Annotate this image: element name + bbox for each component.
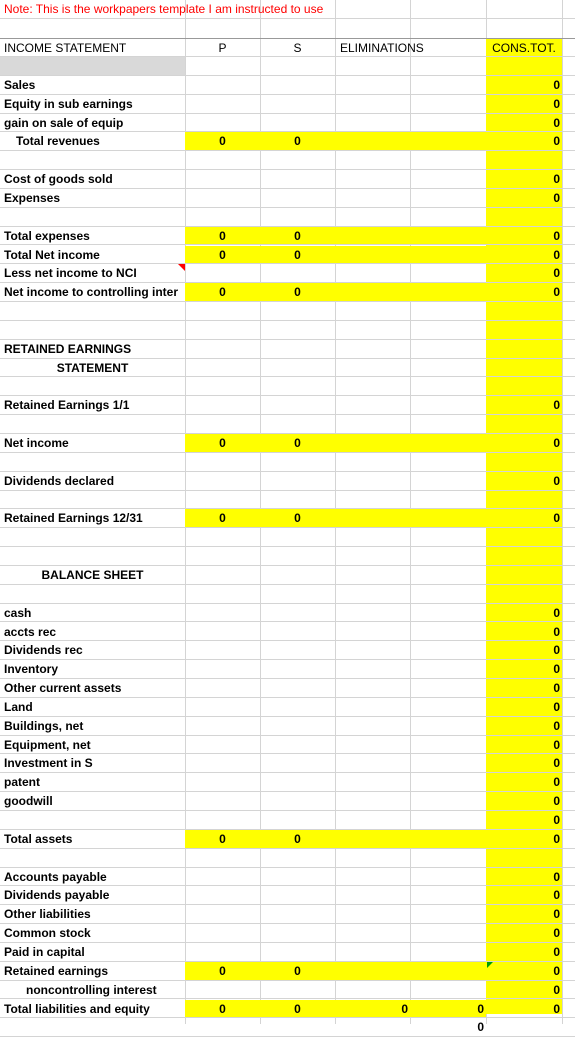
cell-p[interactable]: 0 [219, 436, 226, 450]
cell-s[interactable]: 0 [294, 247, 301, 262]
cell-cons-tot[interactable]: 0 [553, 982, 560, 997]
cell-s[interactable]: 0 [294, 134, 301, 149]
cell-cons-tot[interactable]: 0 [553, 907, 560, 922]
note-text: Note: This is the workpapers template I am instructed to use [4, 2, 324, 16]
row-label[interactable] [0, 528, 185, 546]
cell-cons-tot[interactable]: 0 [553, 436, 560, 450]
table-row [0, 981, 575, 1000]
cell-cons-tot[interactable]: 0 [553, 266, 560, 281]
cell-cons-tot[interactable]: 0 [553, 228, 560, 243]
cell-cons-tot[interactable]: 0 [553, 398, 560, 413]
row-label[interactable] [0, 415, 185, 433]
table-row [0, 830, 575, 849]
table-row [0, 434, 575, 453]
cell-cons-tot[interactable]: 0 [553, 473, 560, 488]
cell-s[interactable]: 0 [294, 831, 301, 846]
table-row [0, 1000, 575, 1019]
cell-cons-tot[interactable]: 0 [553, 944, 560, 959]
cell-p[interactable]: 0 [219, 285, 226, 300]
comment-indicator-icon[interactable] [178, 264, 185, 271]
row-label[interactable]: Common stock [4, 926, 91, 941]
cell-cons-tot[interactable]: 0 [553, 190, 560, 205]
cell-cons-tot[interactable]: 0 [553, 756, 560, 771]
cell-s[interactable]: 0 [294, 511, 301, 526]
row-label[interactable]: RETAINED EARNINGS [4, 341, 132, 356]
cell-cons-tot[interactable]: 0 [553, 869, 560, 884]
table-row [0, 208, 575, 227]
cell-cons-tot[interactable]: 0 [553, 605, 560, 620]
row-label[interactable]: Total revenues [16, 134, 100, 149]
row-label[interactable]: Other liabilities [4, 907, 91, 922]
table-row [0, 924, 575, 943]
row-label[interactable] [0, 151, 185, 169]
table-row [0, 849, 575, 868]
row-label[interactable]: Inventory [4, 662, 59, 677]
cell-s[interactable]: 0 [294, 285, 301, 300]
table-row [0, 736, 575, 755]
table-row [0, 943, 575, 962]
row-label[interactable] [0, 321, 185, 339]
row-label[interactable]: Accounts payable [4, 869, 107, 884]
note-row [0, 0, 575, 19]
row-label[interactable]: goodwill [4, 794, 53, 809]
row-label[interactable]: Land [4, 699, 33, 714]
cell-p[interactable]: 0 [219, 134, 226, 149]
row-label[interactable]: Equipment, net [4, 737, 91, 752]
cell-cons-tot[interactable]: 0 [553, 963, 560, 978]
cell-s[interactable]: 0 [294, 963, 301, 978]
row-label[interactable]: patent [4, 775, 40, 790]
cell-cons-tot[interactable]: 0 [553, 172, 560, 187]
table-row [0, 585, 575, 604]
cell-s[interactable]: 0 [294, 1001, 301, 1016]
cell-cons-tot[interactable]: 0 [553, 926, 560, 941]
row-label[interactable]: Net income [4, 436, 69, 450]
cell-cons-tot[interactable]: 0 [553, 718, 560, 733]
cell-cons-tot[interactable]: 0 [553, 662, 560, 677]
table-row [0, 377, 575, 396]
table-row [0, 246, 575, 265]
cell-cons-tot[interactable]: 0 [553, 115, 560, 130]
row-label[interactable]: Dividends rec [4, 643, 83, 658]
cell-cons-tot[interactable]: 0 [553, 77, 560, 92]
table-row [0, 679, 575, 698]
cell-elim-2[interactable]: 0 [477, 1020, 484, 1035]
row-label[interactable]: noncontrolling interest [26, 982, 157, 997]
table-row [0, 547, 575, 566]
table-row [0, 509, 575, 528]
cell-cons-tot[interactable]: 0 [553, 285, 560, 300]
cell-p[interactable]: 0 [219, 963, 226, 978]
table-row [0, 962, 575, 981]
row-label[interactable]: Cost of goods sold [4, 172, 113, 187]
cell-cons-tot[interactable]: 0 [553, 794, 560, 809]
row-label[interactable]: cash [4, 605, 32, 620]
table-row [0, 754, 575, 773]
row-label[interactable]: Total expenses [4, 228, 90, 243]
table-row [0, 453, 575, 472]
header-cons-tot[interactable]: CONS.TOT. [486, 39, 562, 56]
cell-elim-2[interactable]: 0 [477, 1001, 484, 1016]
table-row [0, 566, 575, 585]
table-row [0, 396, 575, 415]
row-label[interactable]: Sales [4, 77, 36, 92]
header-row [0, 38, 575, 57]
table-row [0, 528, 575, 547]
table-row [0, 151, 575, 170]
cell-elim-1[interactable]: 0 [401, 1001, 408, 1016]
row-label[interactable]: Buildings, net [4, 718, 84, 733]
row-label[interactable]: Other current assets [4, 681, 122, 696]
table-row [0, 886, 575, 905]
table-row [0, 717, 575, 736]
row-label[interactable]: Dividends declared [4, 473, 115, 488]
cell-cons-tot[interactable]: 0 [553, 699, 560, 714]
row-label[interactable] [0, 547, 185, 565]
row-label[interactable] [0, 453, 185, 471]
row-label[interactable]: Expenses [4, 190, 61, 205]
cell-cons-tot[interactable]: 0 [553, 134, 560, 149]
table-row [0, 472, 575, 491]
cell-s[interactable]: 0 [294, 436, 301, 450]
cell-cons-tot[interactable]: 0 [553, 775, 560, 790]
table-row [0, 95, 575, 114]
row-label[interactable]: Dividends payable [4, 888, 110, 903]
cell-p[interactable]: 0 [219, 247, 226, 262]
row-label[interactable]: Equity in sub earnings [4, 96, 133, 111]
table-row [0, 660, 575, 679]
table-row [0, 491, 575, 510]
row-label[interactable] [0, 585, 185, 603]
row-label[interactable]: Total Net income [4, 247, 100, 262]
row-label[interactable] [0, 302, 185, 320]
table-row [0, 359, 575, 378]
table-row [0, 321, 575, 340]
row-label[interactable]: Retained Earnings 12/31 [4, 511, 143, 526]
table-row [0, 415, 575, 434]
row-label[interactable]: Less net income to NCI [4, 266, 137, 281]
row-label[interactable]: Paid in capital [4, 944, 85, 959]
row-label[interactable] [0, 208, 185, 226]
cell-cons-tot[interactable]: 0 [553, 681, 560, 696]
row-label[interactable]: BALANCE SHEET [41, 567, 144, 582]
cell-cons-tot[interactable]: 0 [553, 737, 560, 752]
cell-cons-tot[interactable]: 0 [553, 247, 560, 262]
error-indicator-icon[interactable] [487, 962, 493, 968]
row-label[interactable]: Net income to controlling inter [4, 285, 179, 300]
table-row [0, 641, 575, 660]
table-row [0, 905, 575, 924]
cell-s[interactable]: 0 [294, 228, 301, 243]
cell-cons-tot[interactable]: 0 [553, 813, 560, 827]
cell-cons-tot[interactable]: 0 [553, 511, 560, 526]
table-row [0, 76, 575, 95]
table-row [0, 811, 575, 830]
table-row [0, 868, 575, 887]
header-income-statement[interactable]: INCOME STATEMENT [4, 41, 127, 55]
table-row [0, 189, 575, 208]
row-label[interactable] [0, 849, 185, 867]
row-label[interactable] [0, 491, 185, 509]
cell-cons-tot[interactable]: 0 [553, 831, 560, 846]
row-label[interactable]: Retained Earnings 1/1 [4, 398, 130, 413]
cell-p[interactable]: 0 [219, 831, 226, 846]
cell-cons-tot[interactable]: 0 [553, 96, 560, 111]
cell-p[interactable]: 0 [219, 1001, 226, 1016]
row-label[interactable]: Investment in S [4, 756, 93, 771]
cell-cons-tot[interactable]: 0 [553, 624, 560, 639]
row-label[interactable]: accts rec [4, 624, 57, 639]
header-eliminations[interactable]: ELIMINATIONS [340, 41, 424, 55]
row-label[interactable]: Retained earnings [4, 963, 109, 978]
header-p[interactable]: P [218, 41, 227, 55]
row-label[interactable] [0, 377, 185, 395]
table-row [0, 170, 575, 189]
cell-cons-tot[interactable]: 0 [553, 1001, 560, 1016]
table-row [0, 283, 575, 302]
row-label[interactable] [0, 57, 185, 75]
row-label[interactable] [0, 1018, 185, 1036]
cell-p[interactable]: 0 [219, 511, 226, 526]
table-row [0, 132, 575, 151]
row-label[interactable]: Total assets [4, 831, 73, 846]
row-label[interactable]: Total liabilities and equity [4, 1001, 150, 1016]
row-label[interactable] [0, 811, 185, 829]
table-row [0, 114, 575, 133]
table-row [0, 698, 575, 717]
table-row [0, 227, 575, 246]
cell-cons-tot[interactable]: 0 [553, 643, 560, 658]
table-row [0, 623, 575, 642]
table-row [0, 340, 575, 359]
table-row [0, 302, 575, 321]
table-row [0, 604, 575, 623]
row-label[interactable]: STATEMENT [56, 360, 129, 375]
cell-p[interactable]: 0 [219, 228, 226, 243]
table-row [0, 264, 575, 283]
header-s[interactable]: S [293, 41, 302, 55]
row-label[interactable]: gain on sale of equip [4, 115, 124, 130]
table-row [0, 57, 575, 76]
table-row [0, 1018, 575, 1037]
cell-cons-tot[interactable]: 0 [553, 888, 560, 903]
table-row [0, 792, 575, 811]
table-row [0, 773, 575, 792]
